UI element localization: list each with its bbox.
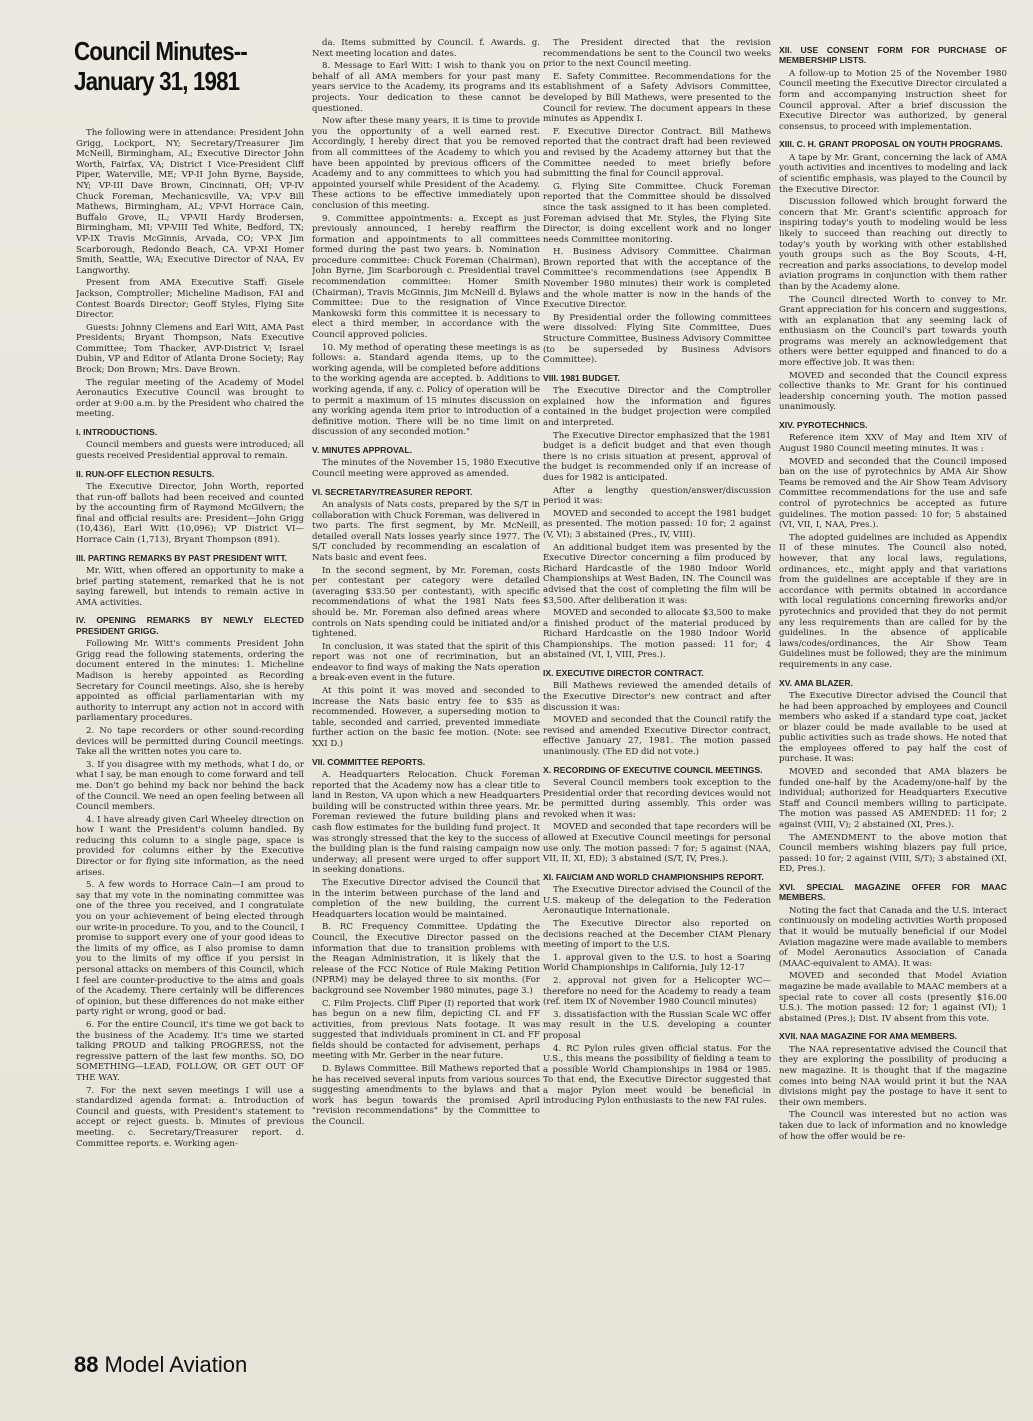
title-line-1: Council Minutes-- <box>74 36 247 66</box>
paragraph: By Presidential order the following committees were dissolved: Flying Site Committee, Dues Structure Committee, Business Advisory Committee (to be superseded by Business Advisors Committee). <box>543 312 771 366</box>
paragraph: MOVED and seconded that AMA blazers be funded one-half by the Academy/one-half by the individual; authorized for Headquarters Executive Staff and Council members willing to participate. The motion was passed AS AMENDED: 11 for; 2 against (VIII, V); 2 abstained (XI, Pres.). <box>779 767 1007 831</box>
paragraph: MOVED and seconded that the Council ratify the revised and amended Executive Director contract, effective January 27, 1981. The motion passed unanimously. (The ED did not vote.) <box>543 715 771 758</box>
paragraph: MOVED and seconded that the Council imposed ban on the use of pyrotechnics by AMA Air Show Teams be removed and the Air Show Team Advisory Committee recommendations for the use and safe control of pyrotechnics be accepted as future guidelines. The motion passed: 10 for; 5 abstained (VI, VII, I, NAA, Pres.). <box>779 456 1007 531</box>
paragraph: Bill Mathews reviewed the amended details of the Executive Director's new contract and after discussion it was: <box>543 681 771 713</box>
section-heading: II. RUN-OFF ELECTION RESULTS. <box>76 468 215 479</box>
paragraph: 1. approval given to the U.S. to host a Soaring World Championships in California, July 12-17 <box>543 952 771 974</box>
paragraph: In the second segment, by Mr. Foreman, costs per contestant per category were detailed (averaging $33.50 per contestant), with specific recommendations of what the 1981 Nats fees should be. Mr. Foreman also defined areas where controls on Nats spending could be initiated and/or tightened. <box>312 565 540 640</box>
paragraph: The NAA representative advised the Council that they are exploring the possibility of producing a new magazine. It is thought that if the magazine comes into being NAA would print it but the NAA divisions might pay the postage to have it sent to their own members. <box>779 1044 1007 1108</box>
paragraph: Now after these many years, it is time to provide you the opportunity of a well earned rest. Accordingly, I hereby direct that you be removed from all committees of the Academy to which you have been appointed by previous officers of the Academy and to any committees to which you had appointed yourself while President of the Academy. These actions to be effective immediately upon conclusion of this meeting. <box>312 116 540 211</box>
paragraph: The Executive Director emphasized that the 1981 budget is a deficit budget and that even though there is no crisis situation at present, approval of the budget is recommended only if an increase of dues for 1982 is anticipated. <box>543 430 771 483</box>
paragraph: The Executive Director and the Comptroller explained how the information and figures contained in the budget projection were compiled and interpreted. <box>543 386 771 428</box>
paragraph: 5. A few words to Horrace Cain—I am proud to say that my vote in the nominating committee was one of the three you received, and I congratulate you on your achievement of being elected through our write-in procedure. To you, and to the Council, I promise to support every one of your good ideas to the limits of my office, as I also promise to damn you to the limits of my office if you persist in personal attacks on members of this Council, which I feel are counter-productive to the aims and goals of the Academy. There certainly will be differences of opinion, but these differences do not make either party right or wrong, good or bad. <box>76 880 304 1018</box>
column-4 <box>779 38 1007 1338</box>
paragraph: 3. dissatisfaction with the Russian Scale WC offer may result in the U.S. developing a counter proposal <box>543 1009 771 1041</box>
column-2 <box>312 38 540 1338</box>
paragraph: 7. For the next seven meetings I will use a standardized agenda format: a. Introduction of Council and guests, with President's statement to accept or reject guests. b. Minutes of previous meeting. c. Secretary/Treasurer report. d. Committee reports. e. Working agen- <box>76 1085 304 1149</box>
paragraph: Guests: Johnny Clemens and Earl Witt, AMA Past Presidents; Bryant Thompson, Nats Executive Committee; Tom Thacker, AVP-District V; Israel Dubin, VP and Editor of Atlanta Drone Society; Ray Brock; Don Brown; Mrs. Dave Brown. <box>76 322 304 376</box>
paragraph: The President directed that the revision recommendations be sent to the Council two weeks prior to the next Council meeting. <box>543 38 771 70</box>
page-number: 88 <box>74 1352 99 1377</box>
magazine-name: Model Aviation <box>104 1352 248 1377</box>
paragraph: C. Film Projects. Cliff Piper (I) reported that work has begun on a new film, depicting CL and FF activities, from previous Nats footage. It was suggested that individuals prominent in CL and FF fields should be contacted for advisement, perhaps meeting with Mr. Gerber in the near future. <box>312 998 540 1062</box>
paragraph: 6. For the entire Council, it's time we got back to the business of the Academy. It's time we started talking PROUD and talking PROGRESS, not the regressive pattern of the last few months. SO, DO SOMETHING—LEAD, FOLLOW, OR GET OUT OF THE WAY. <box>76 1019 304 1083</box>
paragraph: B. RC Frequency Committee. Updating the Council, the Executive Director passed on the information that due to transition problems with the Reagan Administration, it is likely that the release of the FCC Notice of Rule Making Petition (NPRM) may be delayed three to six months. (For background see November 1980 minutes, page 3.) <box>312 922 540 996</box>
title-line-2: January 31, 1981 <box>74 66 240 96</box>
paragraph: Present from AMA Executive Staff: Gisele Jackson, Comptroller; Micheline Madison, FAI and Contest Boards Director; Geoff Styles, Flying Site Director. <box>76 278 304 321</box>
paragraph: MOVED and seconded that tape recorders will be allowed at Executive Council meetings for personal use only. The motion passed: 7 for; 5 against (NAA, VII, II, XI, ED); 3 abstained (S/T, IV, Pres.). <box>543 822 771 865</box>
paragraph: An analysis of Nats costs, prepared by the S/T in collaboration with Chuck Foreman, was delivered in two parts. The first segment, by Mr. McNeill, detailed overall Nats losses yearly since 1977. The S/T concluded by recommending an escalation of Nats basic and event fees. <box>312 499 540 563</box>
paragraph: Noting the fact that Canada and the U.S. interact continuously on modeling activities Worth proposed that it would be mutually beneficial if our Model Aviation magazine were made available to members of Model Aeronautics Association of Canada (MAAC-equivalent to AMA). It was: <box>779 905 1007 969</box>
paragraph: Several Council members took exception to the Presidential order that recording devices would not be permitted during assembly. This order was revoked when it was: <box>543 778 771 820</box>
paragraph: The Executive Director, John Worth, reported that run-off ballots had been received and counted by the accounting firm of Raymond McGilvern; the final and official results are: President—John Grigg (10,436), Earl Witt (10,096); VP District VI—Horrace Cain (1,713), Bryant Thompson (891). <box>76 482 304 545</box>
column-3 <box>543 38 771 1338</box>
column-1 <box>76 128 304 1328</box>
paragraph: MOVED and seconded to accept the 1981 budget as presented. The motion passed: 10 for; 2 against (V, VI); 3 abstained (Pres., IV, VIII). <box>543 508 771 540</box>
section-heading: IX. EXECUTIVE DIRECTOR CONTRACT. <box>543 668 704 679</box>
section-heading: XVI. SPECIAL MAGAZINE OFFER FOR MAAC MEMBERS. <box>779 882 1007 903</box>
paragraph: Following Mr. Witt's comments President John Grigg read the following statements, ordering the document entered in the minutes: 1. Micheline Madison is hereby appointed as Recording Secretary for Council meetings. Also, she is hereby appointed as official parliamentarian with my authority to interrupt any action not in accord with parliamentary procedures. <box>76 639 304 724</box>
section-heading: XI. FAI/CIAM AND WORLD CHAMPIONSHIPS REPORT. <box>543 871 764 882</box>
section-heading: VIII. 1981 BUDGET. <box>543 372 620 383</box>
paragraph: A. Headquarters Relocation. Chuck Foreman reported that the Academy now has a clear title to land in Reston, VA upon which a new Headquarters building will be constructed within three years. Mr. Foreman reviewed the future building plans and cash flow estimates for the building fund project. It was strongly stressed that the key to the success of the building plan is the fund raising campaign now underway; all present were urged to offer support in seeking donations. <box>312 770 540 876</box>
paragraph: The Executive Director advised the Council that in the interim between purchase of the land and completion of the new building, the current Headquarters location would be maintained. <box>312 877 540 920</box>
section-heading: XIV. PYROTECHNICS. <box>779 420 868 431</box>
paragraph: E. Safety Committee. Recommendations for the establishment of a Safety Advisors Committee, developed by Bill Mathews, were presented to the Council for review. The document appears in these minutes as Appendix I. <box>543 71 771 125</box>
paragraph: The AMENDMENT to the above motion that Council members wishing blazers pay full price, passed: 10 for; 2 against (VIII, S/T); 3 abstained (XI, ED, Pres.). <box>779 832 1007 875</box>
paragraph: 9. Committee appointments: a. Except as just previously announced, I hereby reaffirm the formation and appointments to all committees formed during the past two years. b. Nomination procedure committee: Chuck Foreman (Chairman), John Byrne, Jim Scarborough c. Presidential travel recommendation committee: Homer Smith (Chairman), Travis McGinnis, Jim McNeill d. Bylaws Committee: Due to the resignation of Vince Mankowski form this committee it is necessary to elect a third member, in accordance with the Council approved policies. <box>312 213 540 341</box>
section-heading: XV. AMA BLAZER. <box>779 677 854 688</box>
paragraph: The minutes of the November 15, 1980 Executive Council meeting were approved as amended. <box>312 458 540 479</box>
page-title <box>74 36 280 96</box>
paragraph: H. Business Advisory Committee. Chairman Brown reported that with the acceptance of the Committee's recommendations (see Appendix B November 1980 minutes) their work is completed and the whole matter is now in the hands of the Executive Director. <box>543 247 771 311</box>
paragraph: At this point it was moved and seconded to increase the Nats basic entry fee to $35 as recommended. However, a superseding motion to table, seconded and carried, prevented immediate further action on the basic fee motion. (Note: see XXI D.) <box>312 686 540 750</box>
paragraph: Discussion followed which brought forward the concern that Mr. Grant's scientific approach for inspiring today's youth to modeling would be less likely to succeed than reaching out directly to today's youth by working with other established youth groups such as the Boy Scouts, 4-H, recreation and parks associations, to develop model aviation programs in conjunction with them rather than by the Academy alone. <box>779 197 1007 292</box>
paragraph: 4. I have already given Carl Wheeley direction on how I want the President's column handled. By reducing this column to a single page, space is provided for columns either by the Executive Director or for flying site information, as the need arises. <box>76 814 304 878</box>
paragraph: The regular meeting of the Academy of Model Aeronautics Executive Council was brought to order at 9:00 a.m. by the President who chaired the meeting. <box>76 377 304 420</box>
paragraph: 10. My method of operating these meetings is as follows: a. Standard agenda items, up to the working agenda, will be completed before additions to the working agenda are accepted. b. Additions to working agenda, if any. c. Policy of operation will be to permit a maximum of 15 minutes discussion on any working agenda item prior to introduction of a definitive motion. There will be no time limit on discussion of any seconded motion." <box>312 342 540 438</box>
paragraph: MOVED and seconded that the Council express collective thanks to Mr. Grant for his continued leadership concerning youth. The motion passed unanimously. <box>779 370 1007 413</box>
paragraph: da. Items submitted by Council. f. Awards. g. Next meeting location and dates. <box>312 38 540 59</box>
paragraph: The Council was interested but no action was taken due to lack of information and no knowledge of how the offer would be re- <box>779 1110 1007 1142</box>
paragraph: The Executive Director advised the Council that he had been approached by employees and Council members who asked if a standard type coat, jacket or blazer could be made available to be used at public activities such as trade shows. He noted that the employees offered to pay half the cost of purchase. It was: <box>779 690 1007 765</box>
paragraph: 3. If you disagree with my methods, what I do, or what I say, be man enough to come forward and tell me. Don't go behind my back nor behind the back of the Council. We need an open feeling between all Council members. <box>76 759 304 813</box>
paragraph: The following were in attendance: President John Grigg, Lockport, NY; Secretary/Treasurer Jim McNeill, Birmingham, AL; Executive Director John Worth, Fairfax, VA; District I Vice-President Cliff Piper, Waterville, ME; VP-II John Byrne, Bayside, NY; VP-III Dave Brown, Cincinnati, OH; VP-IV Chuck Foreman, Mechanicsville, VA; VP-V Bill Mathews, Birmingham, AL; VP-VI Horrace Cain, Buffalo Grove, IL; VP-VII Hardy Brodersen, Birmingham, MI; VP-VIII Ted White, Bedford, TX; VP-IX Travis McGinnis, Arvada, CO; VP-X Jim Scarborough, Redondo Beach, CA. VP-XI Homer Smith, Seattle, WA; Executive Director of NAA, Ev Langworthy. <box>76 128 304 276</box>
paragraph: A follow-up to Motion 25 of the November 1980 Council meeting the Executive Director circulated a form and accompanying instruction sheet for Council approval. After a brief discussion the Executive Director was authorized, by general consensus, to proceed with implementation. <box>779 68 1007 132</box>
paragraph: 2. approval not given for a Helicopter WC—therefore no need for the Academy to ready a team (ref. item IX of November 1980 Council minutes) <box>543 975 771 1008</box>
section-heading: XVII. NAA MAGAZINE FOR AMA MEMBERS. <box>779 1031 958 1042</box>
section-heading: XII. USE CONSENT FORM FOR PURCHASE OF MEMBERSHIP LISTS. <box>779 45 1007 66</box>
paragraph: G. Flying Site Committee. Chuck Foreman reported that the Committee should be dissolved since the task assigned to it has been completed. Foreman advised that Mr. Styles, the Flying Site Director, is doing excellent work and no longer needs Committee monitoring. <box>543 181 771 245</box>
paragraph: 8. Message to Earl Witt: I wish to thank you on behalf of all AMA members for your past many years service to the Academy, its programs and its projects. Your dedication to these cannot be questioned. <box>312 61 540 114</box>
paragraph: MOVED and seconded that Model Aviation magazine be made available to MAAC members at a special rate to cover all costs (presently $16.00 U.S.). The motion passed: 12 for; 1 against (VI); 1 abstained (Pres.); Dist. IV absent from this vote. <box>779 971 1007 1024</box>
paragraph: Council members and guests were introduced; all guests received Presidential approval to remain. <box>76 440 304 462</box>
section-heading: I. INTRODUCTIONS. <box>76 427 158 438</box>
paragraph: 4. RC Pylon rules given official status. For the U.S., this means the possibility of fielding a team to a possible World Championships in 1984 or 1985. To that end, the Executive Director suggested that a major Pylon meet would be beneficial in introducing Pylon enthusiasts to the new FAI rules. <box>543 1043 771 1107</box>
paragraph: Mr. Witt, when offered an opportunity to make a brief parting statement, remarked that he is not saying farewell, but intends to remain active in AMA activities. <box>76 566 304 608</box>
paragraph: D. Bylaws Committee. Bill Mathews reported that he has received several inputs from various sources suggesting amendments to the bylaws and that work has begun towards the promised April "revision recommendations" by the Committee to the Council. <box>312 1064 540 1128</box>
section-heading: IV. OPENING REMARKS BY NEWLY ELECTED PRESIDENT GRIGG. <box>76 615 304 636</box>
paragraph: After a lengthy question/answer/discussion period it was: <box>543 485 771 507</box>
paragraph: The adopted guidelines are included as Appendix II of these minutes. The Council also noted, however, that any local laws, regulations, ordinances, etc., might apply and that variations from the guidelines are acceptable if they are in accordance with permits obtained in accordance with local regulations concerning fireworks and/or pyrotechnics and provided that they do not permit any less requirements than are called for by the guidelines. In the absence of applicable laws/codes/ordinances, the Air Show Team Guidelines must be followed; they are the minimum requirements in any case. <box>779 532 1007 670</box>
paragraph: In conclusion, it was stated that the spirit of this report was not one of recrimination, but an endeavor to find ways of making the Nats operation a break-even event in the future. <box>312 641 540 684</box>
section-heading: VI. SECRETARY/TREASURER REPORT. <box>312 486 473 497</box>
paragraph: MOVED and seconded to allocate $3,500 to make a finished product of the material produced by Richard Hardcastle on the 1980 Indoor World Championships. The motion passed: 11 for; 4 abstained (VI, I, VIII, Pres.). <box>543 608 771 661</box>
paragraph: A tape by Mr. Grant, concerning the lack of AMA youth activities and incentives to modeling and lack of scientific emphasis, was played to the Council by the Executive Director. <box>779 152 1007 195</box>
paragraph: An additional budget item was presented by the Executive Director concerning a film produced by Richard Hardcastle of the 1980 Indoor World Championships at West Baden, IN. The Council was advised that the cost of completing the film will be $3,500. After deliberation it was: <box>543 542 771 606</box>
paragraph: The Executive Director advised the Council of the U.S. makeup of the delegation to the Federation Aeronautique Internationale. <box>543 885 771 917</box>
paragraph: 2. No tape recorders or other sound-recording devices will be permitted during Council meetings. Take all the written notes you care to. <box>76 725 304 758</box>
section-heading: III. PARTING REMARKS BY PAST PRESIDENT WITT. <box>76 552 288 563</box>
paragraph: F. Executive Director Contract. Bill Mathews reported that the contract draft had been reviewed and revised by the Academy attorney but that the Committee needed to meet briefly before submitting the final for Council approval. <box>543 126 771 180</box>
section-heading: XIII. C. H. GRANT PROPOSAL ON YOUTH PROGRAMS. <box>779 139 1003 150</box>
paragraph: The Council directed Worth to convey to Mr. Grant appreciation for his concern and suggestions, with an explanation that any seeming lack of enthusiasm on the Council's part towards youth programs was merely an acknowledgement that others were better equipped and financed to do a more effective job. It was then: <box>779 294 1007 369</box>
section-heading: VII. COMMITTEE REPORTS. <box>312 756 426 767</box>
section-heading: V. MINUTES APPROVAL. <box>312 444 412 455</box>
page-footer <box>74 1352 247 1378</box>
section-heading: X. RECORDING OF EXECUTIVE COUNCIL MEETINGS. <box>543 764 763 775</box>
paragraph: The Executive Director also reported on decisions reached at the December CIAM Plenary meeting of import to the U.S. <box>543 918 771 951</box>
paragraph: Reference item XXV of May and Item XIV of August 1980 Council meeting minutes. It was : <box>779 433 1007 455</box>
